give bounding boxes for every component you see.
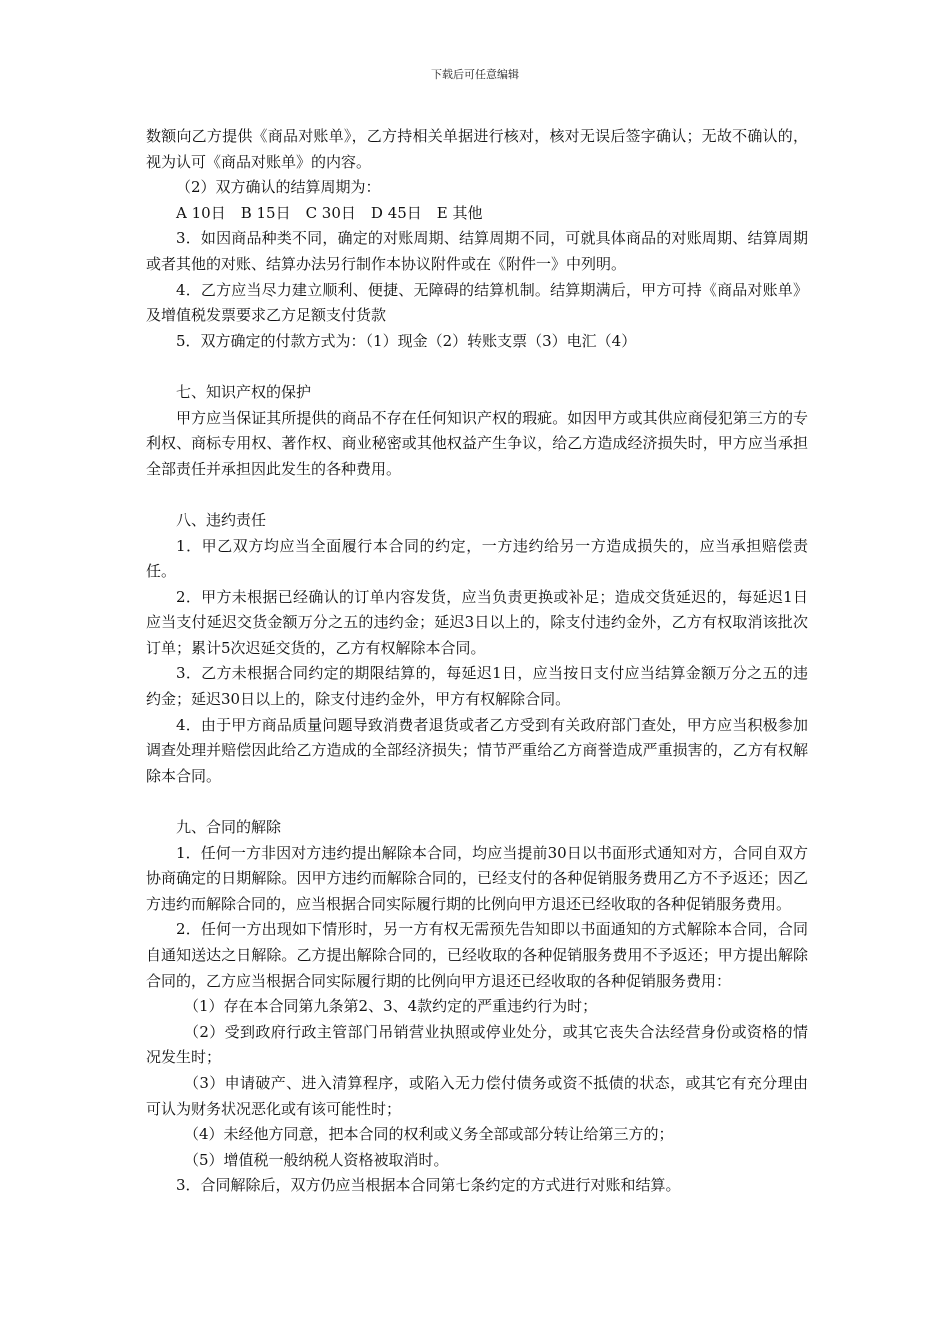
blank-line — [146, 354, 808, 380]
paragraph: 4．由于甲方商品质量问题导致消费者退货或者乙方受到有关政府部门查处，甲方应当积极参加调查处理并赔偿因此给乙方造成的全部经济损失；情节严重给乙方商誉造成严重损害的，乙方有权解除本合同。 — [146, 715, 808, 785]
paragraph: 3．如因商品种类不同，确定的对账周期、结算周期不同，可就具体商品的对账周期、结算周期或者其他的对账、结算办法另行制作本协议附件或在《附件一》中列明。 — [146, 229, 808, 273]
section-heading: 七、知识产权的保护 — [176, 382, 312, 401]
document-body — [146, 124, 808, 1199]
page-header: 下载后可任意编辑 — [431, 68, 519, 81]
paragraph: 3．合同解除后，双方仍应当根据本合同第七条约定的方式进行对账和结算。 — [176, 1176, 681, 1195]
list-item: （1）存在本合同第九条第2、3、4款约定的严重违约行为时； — [184, 997, 598, 1016]
paragraph: 甲方应当保证其所提供的商品不存在任何知识产权的瑕疵。如因甲方或其供应商侵犯第三方的专利权、商标专用权、著作权、商业秘密或其他权益产生争议，给乙方造成经济损失时，甲方应当承担全部责任并承担因此发生的各种费用。 — [146, 408, 808, 478]
list-item: （3）申请破产、进入清算程序，或陷入无力偿付债务或资不抵债的状态，或其它有充分理由可认为财务状况恶化或有该可能性时； — [146, 1073, 808, 1118]
blank-line — [146, 789, 808, 815]
section-heading: 八、违约责任 — [176, 510, 267, 529]
list-item: （5）增值税一般纳税人资格被取消时。 — [184, 1150, 449, 1169]
paragraph: 2．任何一方出现如下情形时，另一方有权无需预先告知即以书面通知的方式解除本合同，合同自通知送达之日解除。乙方提出解除合同的，已经收取的各种促销服务费用不予返还；甲方提出解除合同的，乙方应当根据合同实际履行期的比例向甲方退还已经收取的各种促销服务费用： — [146, 920, 808, 990]
blank-line — [146, 482, 808, 508]
paragraph: 2．甲方未根据已经确认的订单内容发货，应当负责更换或补足；造成交货延迟的，每延迟1日应当支付延迟交货金额万分之五的违约金；延迟3日以上的，除支付违约金外，乙方有权取消该批次订单；累计5次迟延交货的，乙方有权解除本合同。 — [146, 587, 808, 657]
section-heading: 九、合同的解除 — [176, 818, 282, 837]
paragraph: 数额向乙方提供《商品对账单》，乙方持相关单据进行核对，核对无误后签字确认；无故不确认的，视为认可《商品对账单》的内容。 — [146, 127, 808, 171]
paragraph: A 10日 B 15日 C 30日 D 45日 E 其他 — [176, 203, 483, 222]
paragraph: 4．乙方应当尽力建立顺利、便捷、无障碍的结算机制。结算期满后，甲方可持《商品对账单》及增值税发票要求乙方足额支付货款 — [146, 280, 808, 325]
paragraph: 1．任何一方非因对方违约提出解除本合同，均应当提前30日以书面形式通知对方，合同自双方协商确定的日期解除。因甲方违约而解除合同的，已经支付的各种促销服务费用乙方不予返还；因乙方违约而解除合同的，应当根据合同实际履行期的比例向甲方退还已经收取的各种促销服务费用。 — [146, 843, 808, 913]
paragraph: （2）双方确认的结算周期为： — [176, 178, 381, 197]
paragraph: 3．乙方未根据合同约定的期限结算的，每延迟1日，应当按日支付应当结算金额万分之五的违约金；延迟30日以上的，除支付违约金外，甲方有权解除合同。 — [146, 664, 808, 709]
paragraph: 1．甲乙双方均应当全面履行本合同的约定，一方违约给另一方造成损失的，应当承担赔偿责任。 — [146, 536, 808, 581]
list-item: （2）受到政府行政主管部门吊销营业执照或停业处分，或其它丧失合法经营身份或资格的情况发生时； — [146, 1022, 808, 1067]
list-item: （4）未经他方同意，把本合同的权利或义务全部或部分转让给第三方的； — [184, 1125, 674, 1144]
paragraph: 5．双方确定的付款方式为：（1）现金（2）转账支票（3）电汇（4） — [176, 331, 637, 350]
